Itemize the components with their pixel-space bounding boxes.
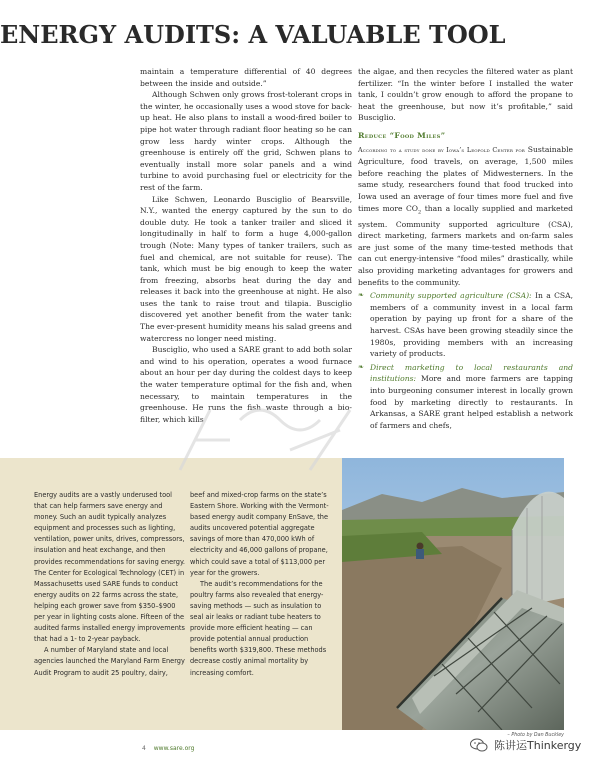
page-footer [142,745,194,752]
bullet-title: Direct marketing to local restaurants and institutions: [370,362,573,384]
paragraph: beef and mixed-crop farms on the state’s Eastern Shore. Working with the Vermont-based energy audit company EnSave, the audits uncovered potential aggregate savings of more than 470,000 kWh of electricity and 46,000 gallons of propane, which could save a total of $113,000 per year for the growers. [190,491,329,577]
paragraph: The audit’s recommendations for the poultry farms also revealed that energy-saving methods — such as insulation to seal air leaks or radiant tube heaters to provide more efficient heating — can provide potential annual production benefits worth $319,800. These methods decrease costly animal mortality by increasing comfort. [190,579,327,677]
bullet-item [358,362,573,432]
sidebar-title: ENERGY AUDITS: A VALUABLE TOOL [0,19,506,49]
lead-in-text: According to a study done by Iowa’s Leopold Center for [358,145,525,154]
photo-caption: – Photo by Dan Buckley [507,733,564,738]
sidebar-left-column [34,490,186,679]
article-right-column [358,66,573,431]
body-text: Sustainable Agriculture, food travels, on average, 1,500 miles before reaching the plates of Midwesterners. In the same study, researchers found that food trucked into Iowa used an average of four times more fuel and five times more CO [358,144,573,213]
paragraph: Busciglio, who used a SARE grant to add both solar and wind to his operation, operates a wood furnace about an hour per day during the coldest days to keep the water temperature optimal for the fish and, when necessary, to maintain temperatures in the greenhouse. He runs the fish waste through a bio-filter, which kills [140,345,352,424]
body-text: than a locally supplied and marketed system. Community supported agriculture (CSA), direct marketing, farmers markets and on-farm sales are just some of the many time-tested methods that can cut energy-intensive “food miles” drastically, while also providing marketing advantages for growers and benefits to the community. [358,203,573,287]
bullet-text: In a CSA, members of a community invest in a local farm operation by paying up front for a share of the harvest. CSAs have been growing steadily since the 1980s, providing members with an increasing variety of products. [370,291,573,359]
greenhouse-photo [342,458,564,730]
bullet-paragraph [370,362,573,432]
watermark-logo [470,737,581,753]
section-heading: Reduce “Food Miles” [358,130,446,140]
page-number: 4 [142,745,146,752]
bullet-item [358,290,573,360]
greenhouse-illustration [342,458,564,730]
paragraph: Although Schwen only grows frost-tolerant crops in the winter, he occasionally uses a wood stove for back-up heat. He also plans to install a wood-fired boiler to pipe hot water through radiant floor heating so he can grow less hardy winter crops. Although the greenhouse is entirely off the grid, Schwen plans to eventually install more solar panels and a wind turbine to avoid purchasing fuel or electricity for the rest of the farm. [140,90,352,192]
paragraph: Like Schwen, Leonardo Busciglio of Bearsville, N.Y., wanted the energy captured by the sun to do double duty. He took a tanker trailer and sliced it longitudinally in half to form a huge 4,000-gallon trough (Note: Many types of tanker trailers, such as fuel and chemical, are not suitable for reuse). The tank, which must be big enough to keep the water from freezing, absorbs heat during the day and releases it back into the greenhouse at night. He also uses the tank to raise trout and tilapia. Busciglio discovered yet another benefit from the water tank: The ever-present humidity means his salad greens and watercress no longer need misting. [140,194,352,343]
paragraph: Energy audits are a vastly underused tool that can help farmers save energy and money. Such an audit typically analyzes equipment and processes such as lighting, ventilation, power units, drives, compressors, insulation and heat exchange, and then provides recommendations for saving energy. The Center for Ecological Technology (CET) in Massachusetts used SARE funds to conduct energy audits on 22 farms across the state, helping each grower save from $350–$900 per year in lighting costs alone. Fifteen of the audited farms installed energy improvements that had a 1- to 2-year payback. [34,491,186,644]
article-left-column [140,66,352,425]
footer-url[interactable]: www.sare.org [153,745,195,752]
bullet-text: More and more farmers are tapping into burgeoning consumer interest in locally grown food by marketing directly to restaurants. In Arkansas, a SARE grant helped establish a network of farmers and chefs, [370,374,573,430]
bullet-paragraph [370,290,573,360]
paragraph: maintain a temperature differential of 40 degrees between the inside and outside.” [140,67,352,88]
article-paragraph: the algae, and then recycles the filtered water as plant fertilizer. “In the winter before I installed the water tank, I couldn’t grow enough to afford the propane to heat the greenhouse, but now it’s profitable,” said Busciglio. [358,67,573,123]
wechat-icon [470,738,488,752]
sidebar-right-column [190,490,336,679]
bullet-title: Community supported agriculture (CSA): [370,291,532,301]
paragraph: A number of Maryland state and local agencies launched the Maryland Farm Energy Audit Program to audit 25 poultry, dairy, [34,646,185,677]
leaf-bullet-icon: ❧ [358,291,364,300]
logo-text: 陈讲运Thinkergy [494,739,582,752]
leaf-bullet-icon: ❧ [358,362,364,371]
article-paragraph [358,144,573,289]
subscript-text: 2 [418,209,422,216]
